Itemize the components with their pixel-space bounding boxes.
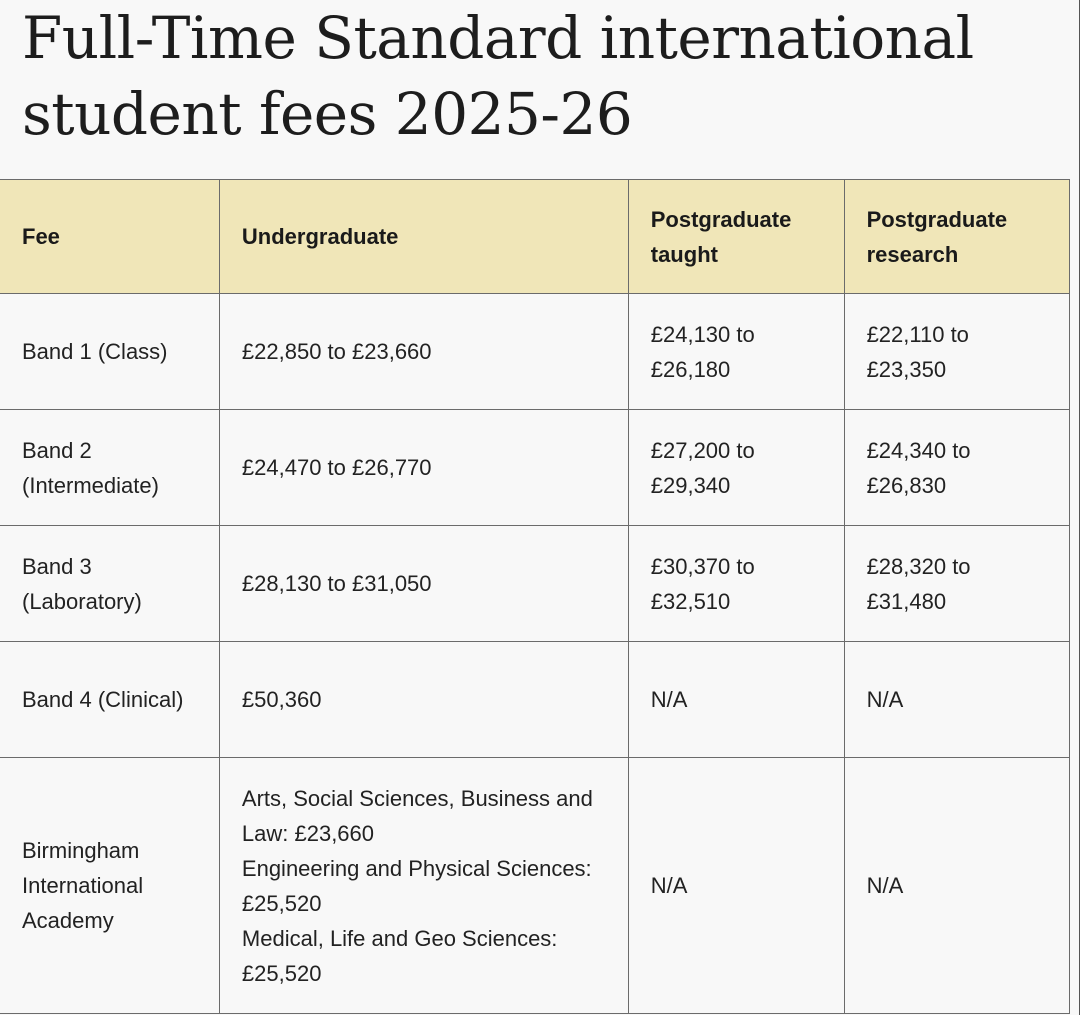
header-undergraduate: Undergraduate <box>219 180 628 294</box>
row-fee-label: Band 3 (Laboratory) <box>0 526 219 642</box>
row-pg-research-value: £22,110 to £23,350 <box>844 294 1069 410</box>
fees-table-header <box>0 180 1070 294</box>
page-title <box>22 0 1052 152</box>
row-pg-research-value: N/A <box>844 642 1069 758</box>
table-row <box>0 642 1070 758</box>
page-title-line-1: Full-Time Standard international <box>22 4 974 72</box>
academy-fee-line: Medical, Life and Geo Sciences: £25,520 <box>241 925 558 986</box>
row-undergraduate-value: £28,130 to £31,050 <box>219 526 628 642</box>
academy-fee-line: Engineering and Physical Sciences: £25,520 <box>241 855 592 916</box>
row-undergraduate-value: £22,850 to £23,660 <box>219 294 628 410</box>
row-pg-taught-value: £27,200 to £29,340 <box>628 410 844 526</box>
academy-fee-line: Arts, Social Sciences, Business and Law: £23,660 <box>241 785 593 846</box>
row-pg-taught-value: £24,130 to £26,180 <box>628 294 844 410</box>
row-pg-taught-value: £30,370 to £32,510 <box>628 526 844 642</box>
row-undergraduate-value: £24,470 to £26,770 <box>219 410 628 526</box>
header-fee: Fee <box>0 180 219 294</box>
row-fee-label: Band 1 (Class) <box>0 294 219 410</box>
fees-table-body <box>0 294 1070 1014</box>
page-title-line-2: student fees 2025-26 <box>22 80 633 148</box>
table-row <box>0 758 1070 1014</box>
table-row <box>0 410 1070 526</box>
row-fee-label: Birmingham International Academy <box>0 758 219 1014</box>
row-pg-taught-value: N/A <box>628 758 844 1014</box>
row-pg-research-value: £28,320 to £31,480 <box>844 526 1069 642</box>
row-pg-taught-value: N/A <box>628 642 844 758</box>
table-row <box>0 294 1070 410</box>
header-postgraduate-taught: Postgraduate taught <box>628 180 844 294</box>
header-postgraduate-research: Postgraduate research <box>844 180 1069 294</box>
row-fee-label: Band 4 (Clinical) <box>0 642 219 758</box>
row-undergraduate-value: £50,360 <box>219 642 628 758</box>
row-undergraduate-value <box>219 758 628 1014</box>
header-row <box>0 180 1070 294</box>
table-row <box>0 526 1070 642</box>
fees-table <box>0 179 1070 1014</box>
row-fee-label: Band 2 (Intermediate) <box>0 410 219 526</box>
row-pg-research-value: £24,340 to £26,830 <box>844 410 1069 526</box>
row-pg-research-value: N/A <box>844 758 1069 1014</box>
